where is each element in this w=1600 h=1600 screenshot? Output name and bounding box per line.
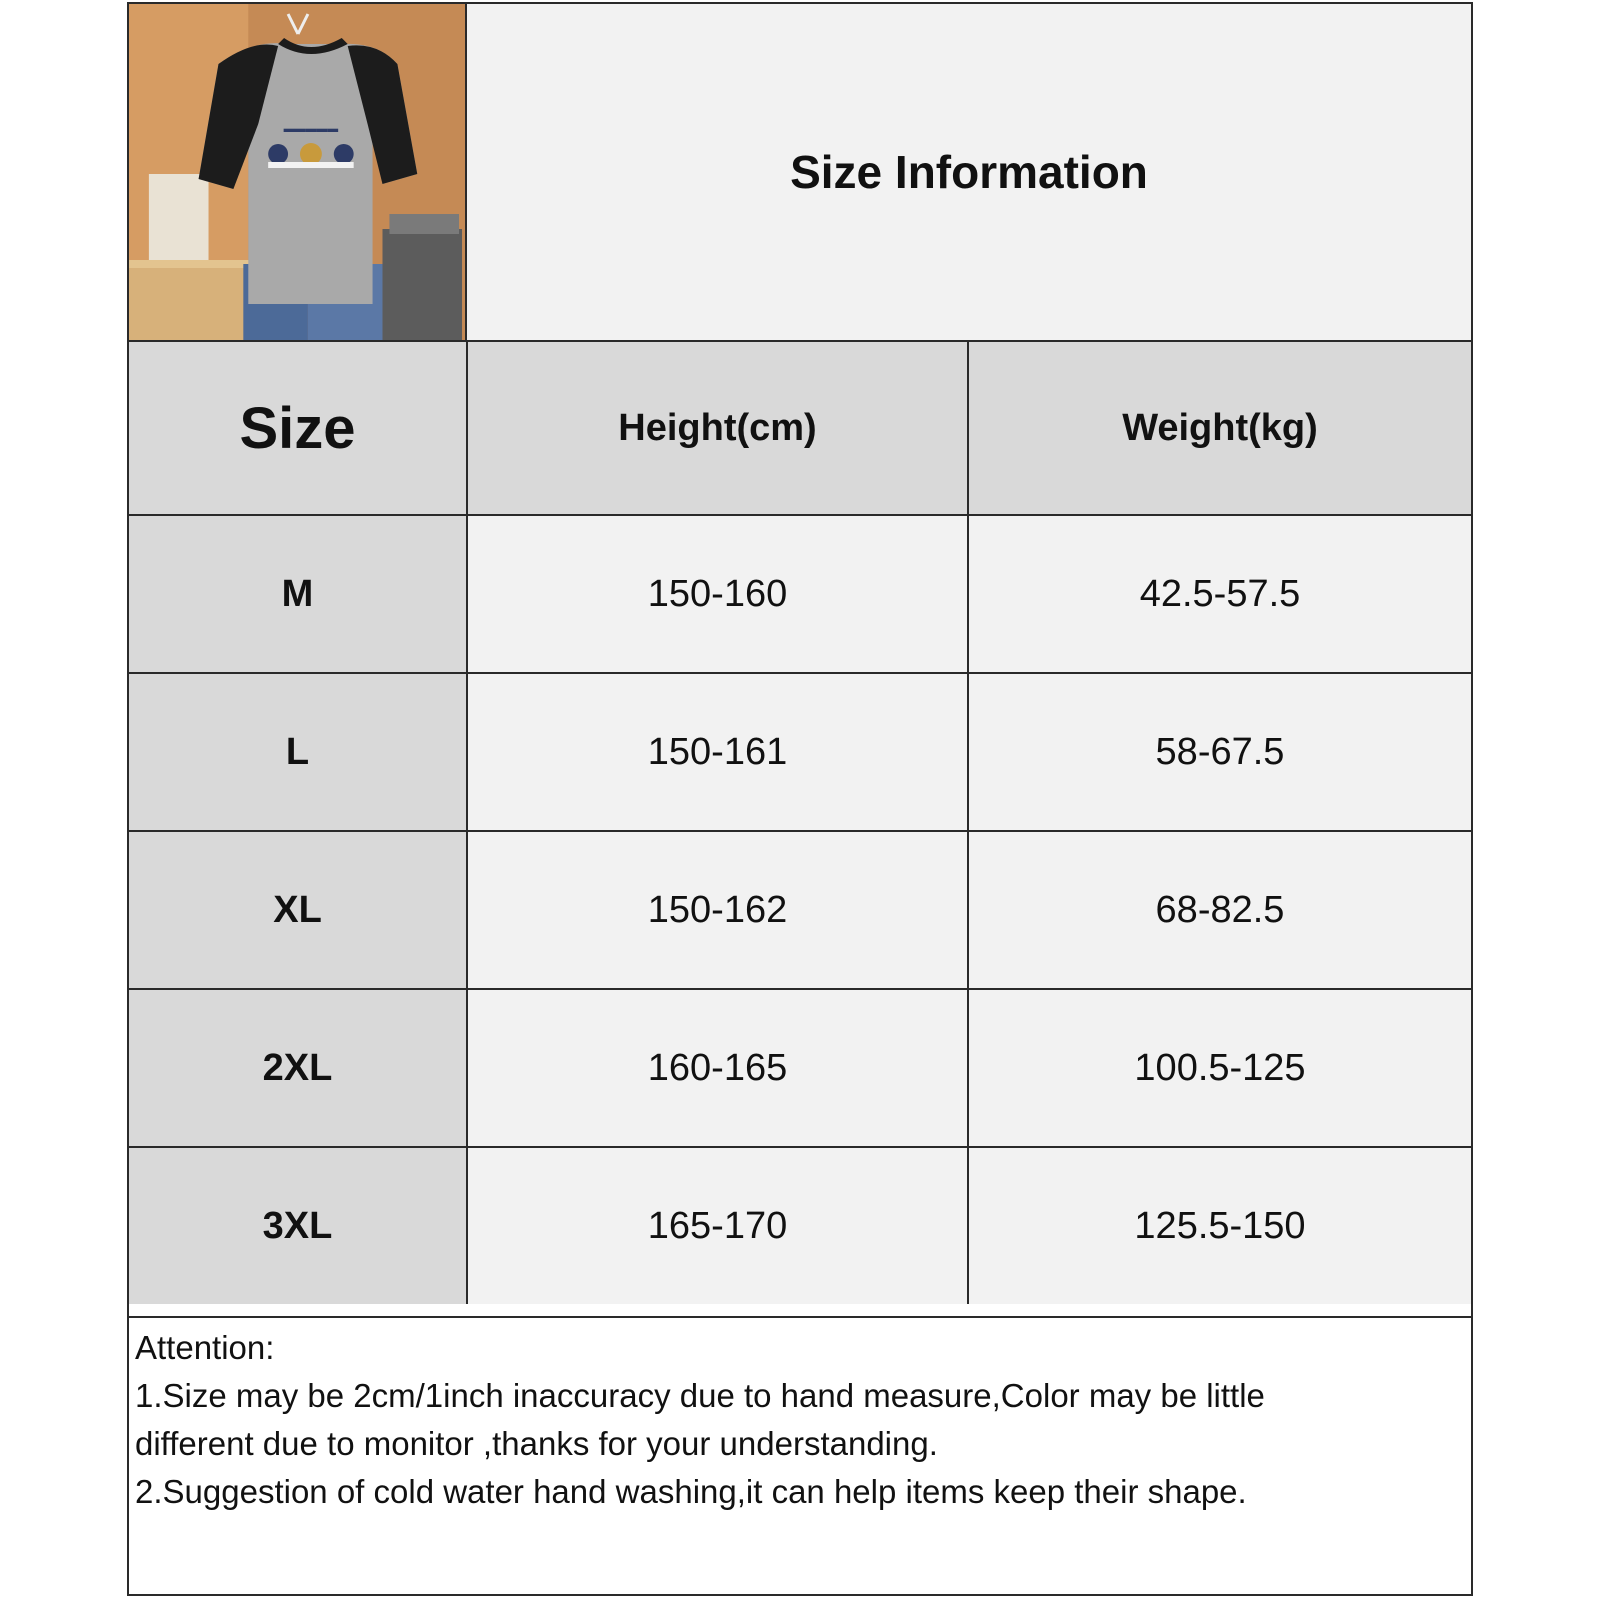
column-header-weight: Weight(kg) <box>1122 406 1318 449</box>
size-label: M <box>281 572 314 615</box>
weight-value: 100.5-125 <box>1134 1046 1306 1089</box>
size-label: XL <box>273 888 322 931</box>
weight-cell <box>969 832 1471 988</box>
height-value: 150-162 <box>647 888 788 931</box>
attention-notes <box>129 1316 1471 1594</box>
table-header-row <box>129 340 1471 514</box>
weight-value: 42.5-57.5 <box>1139 572 1301 615</box>
height-cell <box>468 832 969 988</box>
page-title: Size Information <box>790 146 1148 198</box>
weight-value: 68-82.5 <box>1155 888 1285 931</box>
notes-line-1: 1.Size may be 2cm/1inch inaccuracy due to hand measure,Color may be little <box>135 1377 1265 1414</box>
header-size-cell <box>129 342 468 514</box>
size-cell <box>129 832 468 988</box>
column-header-size: Size <box>239 395 356 461</box>
weight-cell <box>969 1148 1471 1304</box>
header-weight-cell <box>969 342 1471 514</box>
weight-value: 125.5-150 <box>1134 1204 1306 1247</box>
header-height-cell <box>468 342 969 514</box>
height-value: 150-160 <box>647 572 788 615</box>
size-cell <box>129 516 468 672</box>
product-photo <box>129 4 467 340</box>
height-value: 150-161 <box>647 730 788 773</box>
size-label: 3XL <box>262 1204 333 1247</box>
height-cell <box>468 1148 969 1304</box>
height-cell <box>468 674 969 830</box>
height-cell <box>468 990 969 1146</box>
size-label: 2XL <box>262 1046 333 1089</box>
table-row <box>129 988 1471 1146</box>
table-row <box>129 672 1471 830</box>
weight-value: 58-67.5 <box>1155 730 1285 773</box>
height-value: 160-165 <box>647 1046 788 1089</box>
size-cell <box>129 674 468 830</box>
notes-heading: Attention: <box>135 1329 275 1366</box>
height-cell <box>468 516 969 672</box>
column-header-height: Height(cm) <box>618 406 817 449</box>
weight-cell <box>969 990 1471 1146</box>
tshirt-image-icon <box>129 4 465 340</box>
table-row <box>129 1146 1471 1304</box>
title-cell <box>467 4 1471 340</box>
weight-cell <box>969 516 1471 672</box>
size-cell <box>129 990 468 1146</box>
size-chart-sheet <box>127 2 1473 1596</box>
notes-line-3: 2.Suggestion of cold water hand washing,it can help items keep their shape. <box>135 1473 1247 1510</box>
size-table <box>129 340 1471 1304</box>
svg-text:▬▬▬▬▬: ▬▬▬▬▬ <box>283 122 339 136</box>
size-label: L <box>285 730 310 773</box>
height-value: 165-170 <box>647 1204 788 1247</box>
notes-line-2: different due to monitor ,thanks for your understanding. <box>135 1425 938 1462</box>
weight-cell <box>969 674 1471 830</box>
size-cell <box>129 1148 468 1304</box>
table-row <box>129 514 1471 672</box>
table-row <box>129 830 1471 988</box>
